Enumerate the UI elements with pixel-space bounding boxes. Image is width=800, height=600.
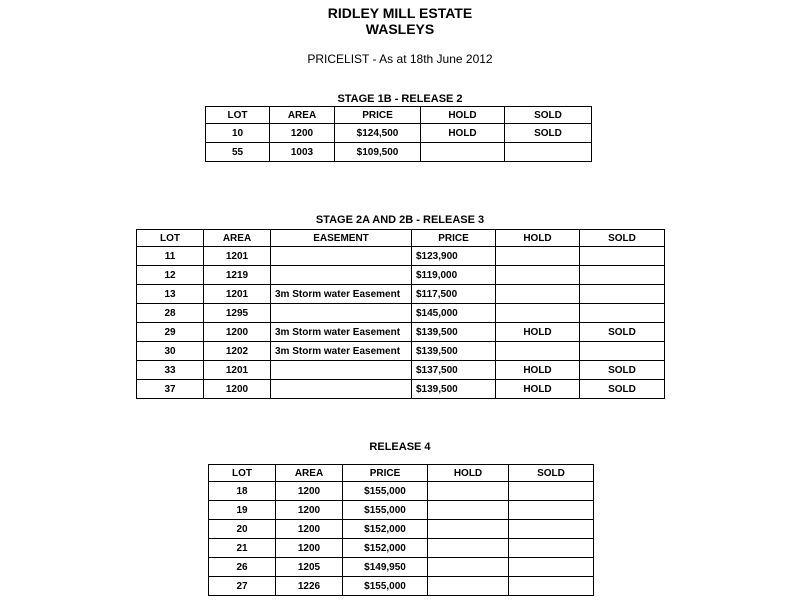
col-header-sold: SOLD (509, 465, 594, 482)
cell-lot: 13 (137, 285, 204, 304)
cell-sold (509, 520, 594, 539)
cell-hold (496, 342, 580, 361)
cell-hold (496, 285, 580, 304)
stage1b-table (205, 106, 592, 162)
cell-sold: SOLD (505, 124, 592, 143)
cell-lot: 55 (206, 143, 270, 162)
stage2-title: STAGE 2A AND 2B - RELEASE 3 (315, 214, 485, 226)
cell-hold: HOLD (496, 380, 580, 399)
stage2-table (136, 229, 665, 399)
cell-sold: SOLD (580, 380, 665, 399)
cell-price: $139,500 (412, 323, 496, 342)
cell-sold (505, 143, 592, 162)
cell-price: $117,500 (412, 285, 496, 304)
cell-price: $149,950 (343, 558, 428, 577)
cell-price: $155,000 (343, 482, 428, 501)
cell-lot: 12 (137, 266, 204, 285)
table-row (137, 361, 665, 380)
col-header-hold: HOLD (496, 230, 580, 247)
cell-lot: 20 (209, 520, 276, 539)
table-row (209, 501, 594, 520)
table-row (137, 342, 665, 361)
cell-lot: 18 (209, 482, 276, 501)
table-row (137, 247, 665, 266)
cell-price: $137,500 (412, 361, 496, 380)
col-header-easement: EASEMENT (271, 230, 412, 247)
stage1b-title: STAGE 1B - RELEASE 2 (337, 93, 463, 105)
col-header-hold: HOLD (428, 465, 509, 482)
cell-area: 1200 (204, 323, 271, 342)
cell-area: 1201 (204, 285, 271, 304)
col-header-lot: LOT (209, 465, 276, 482)
cell-area: 1201 (204, 361, 271, 380)
cell-easement: 3m Storm water Easement (271, 285, 412, 304)
cell-price: $123,900 (412, 247, 496, 266)
cell-hold: HOLD (496, 361, 580, 380)
col-header-price: PRICE (412, 230, 496, 247)
cell-area: 1219 (204, 266, 271, 285)
cell-hold (428, 577, 509, 596)
cell-hold (428, 482, 509, 501)
cell-lot: 27 (209, 577, 276, 596)
pricelist-subtitle: PRICELIST - As at 18th June 2012 (307, 52, 493, 66)
cell-sold (580, 342, 665, 361)
cell-sold (580, 266, 665, 285)
cell-easement (271, 380, 412, 399)
table-row (209, 520, 594, 539)
cell-sold: SOLD (580, 361, 665, 380)
cell-lot: 21 (209, 539, 276, 558)
cell-area: 1003 (270, 143, 335, 162)
cell-easement (271, 361, 412, 380)
cell-sold (509, 558, 594, 577)
cell-area: 1295 (204, 304, 271, 323)
cell-area: 1200 (276, 520, 343, 539)
cell-price: $155,000 (343, 577, 428, 596)
table-row (209, 539, 594, 558)
estate-location: WASLEYS (365, 21, 435, 37)
table-row (137, 304, 665, 323)
cell-area: 1200 (276, 539, 343, 558)
cell-lot: 10 (206, 124, 270, 143)
cell-hold: HOLD (496, 323, 580, 342)
cell-price: $152,000 (343, 539, 428, 558)
cell-lot: 11 (137, 247, 204, 266)
cell-lot: 29 (137, 323, 204, 342)
cell-area: 1201 (204, 247, 271, 266)
table-row (209, 482, 594, 501)
cell-price: $155,000 (343, 501, 428, 520)
cell-hold (496, 247, 580, 266)
table-row (137, 323, 665, 342)
cell-easement: 3m Storm water Easement (271, 342, 412, 361)
cell-easement (271, 266, 412, 285)
table-row (137, 380, 665, 399)
cell-sold (580, 304, 665, 323)
cell-easement: 3m Storm water Easement (271, 323, 412, 342)
cell-lot: 19 (209, 501, 276, 520)
cell-area: 1226 (276, 577, 343, 596)
cell-price: $139,500 (412, 342, 496, 361)
cell-price: $152,000 (343, 520, 428, 539)
col-header-lot: LOT (137, 230, 204, 247)
release4-table (208, 464, 594, 596)
table-row (206, 143, 592, 162)
cell-sold: SOLD (580, 323, 665, 342)
table-header-row (137, 230, 665, 247)
cell-sold (509, 577, 594, 596)
cell-price: $124,500 (335, 124, 421, 143)
cell-hold (496, 266, 580, 285)
cell-price: $109,500 (335, 143, 421, 162)
table-row (137, 266, 665, 285)
col-header-area: AREA (270, 107, 335, 124)
col-header-price: PRICE (343, 465, 428, 482)
cell-lot: 30 (137, 342, 204, 361)
estate-title: RIDLEY MILL ESTATE (327, 5, 473, 21)
table-row (209, 577, 594, 596)
cell-sold (509, 539, 594, 558)
col-header-area: AREA (204, 230, 271, 247)
cell-hold (428, 558, 509, 577)
cell-price: $119,000 (412, 266, 496, 285)
release4-title: RELEASE 4 (369, 441, 431, 453)
table-row (206, 124, 592, 143)
cell-sold (580, 285, 665, 304)
cell-area: 1200 (270, 124, 335, 143)
cell-price: $139,500 (412, 380, 496, 399)
table-header-row (206, 107, 592, 124)
cell-easement (271, 247, 412, 266)
col-header-sold: SOLD (580, 230, 665, 247)
cell-lot: 26 (209, 558, 276, 577)
cell-hold (428, 520, 509, 539)
cell-lot: 28 (137, 304, 204, 323)
col-header-price: PRICE (335, 107, 421, 124)
cell-area: 1202 (204, 342, 271, 361)
col-header-hold: HOLD (421, 107, 505, 124)
cell-hold (428, 501, 509, 520)
col-header-area: AREA (276, 465, 343, 482)
cell-area: 1200 (204, 380, 271, 399)
table-row (209, 558, 594, 577)
col-header-sold: SOLD (505, 107, 592, 124)
col-header-lot: LOT (206, 107, 270, 124)
cell-hold: HOLD (421, 124, 505, 143)
cell-area: 1205 (276, 558, 343, 577)
table-header-row (209, 465, 594, 482)
table-row (137, 285, 665, 304)
cell-sold (509, 482, 594, 501)
cell-sold (509, 501, 594, 520)
cell-hold (421, 143, 505, 162)
cell-area: 1200 (276, 482, 343, 501)
cell-hold (428, 539, 509, 558)
cell-price: $145,000 (412, 304, 496, 323)
cell-lot: 33 (137, 361, 204, 380)
cell-hold (496, 304, 580, 323)
cell-easement (271, 304, 412, 323)
cell-sold (580, 247, 665, 266)
cell-area: 1200 (276, 501, 343, 520)
cell-lot: 37 (137, 380, 204, 399)
